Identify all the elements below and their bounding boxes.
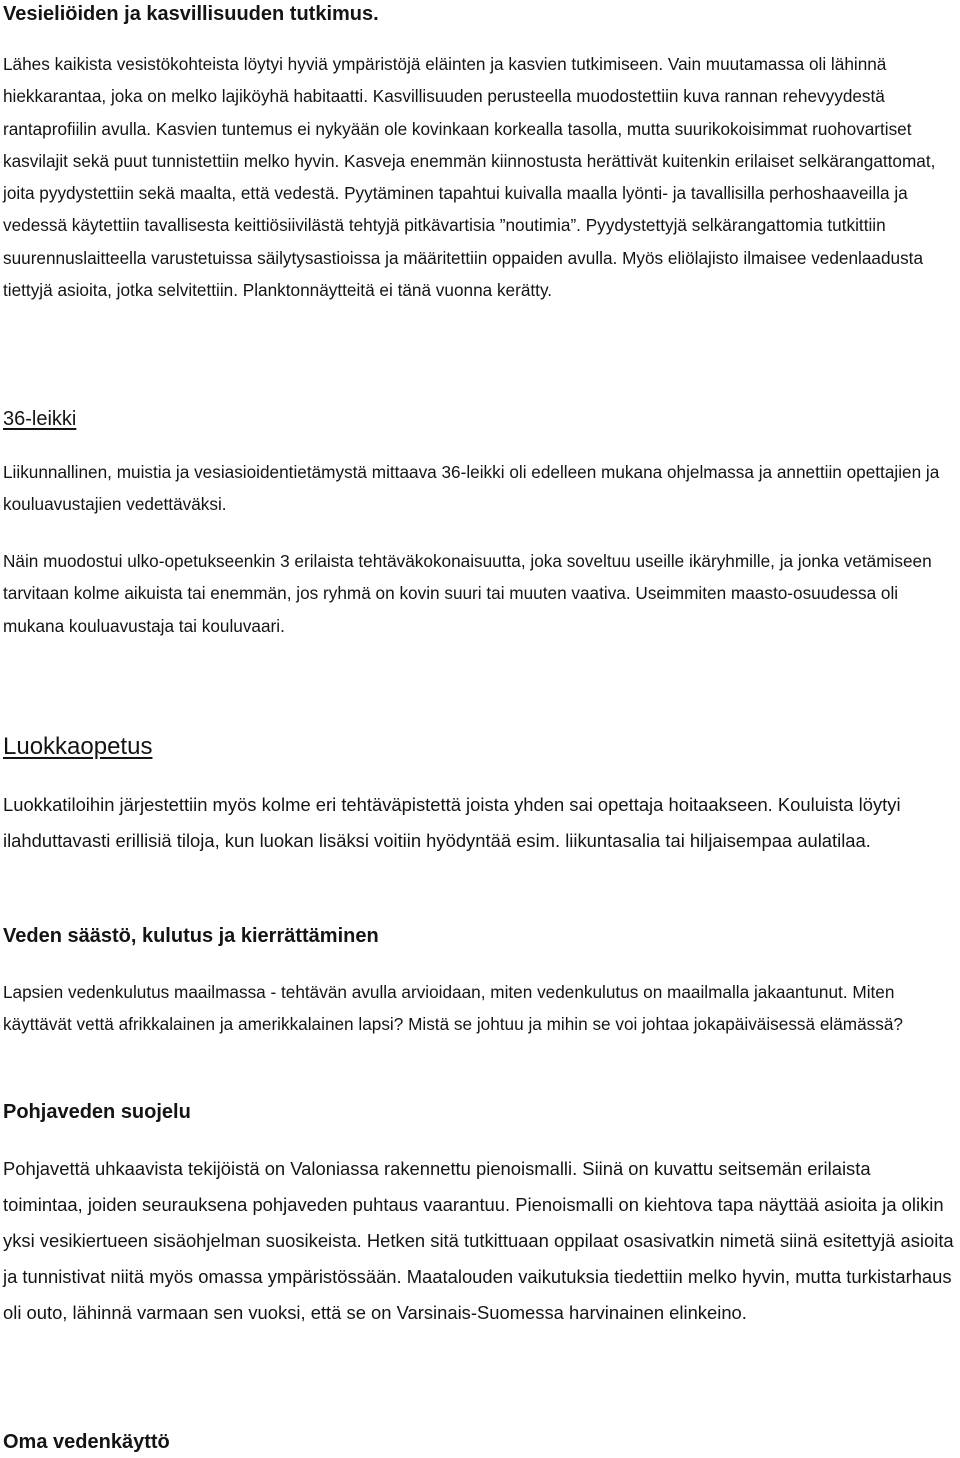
paragraph-36-leikki: Liikunnallinen, muistia ja vesiasioidentietämystä mittaava 36-leikki oli edelleen mukana ohjelmassa ja annettiin opettajien ja kouluavustajien vedettäväksi. <box>3 462 940 515</box>
heading-pohjaveden-suojelu: Pohjaveden suojelu <box>3 1101 191 1123</box>
paragraph-summary: Näin muodostui ulko-opetukseenkin 3 erilaista tehtäväkokonaisuutta, joka soveltuu useille ikäryhmille, ja jonka vetämiseen tarvitaan kolme aikuista tai enemmän, jos ryhmä on kovin suuri tai muuten vaativa. Useimmiten maasto-osuudessa oli mukana kouluavustaja tai kouluvaari. <box>3 551 932 636</box>
paragraph-vesieliot: Lähes kaikista vesistökohteista löytyi hyviä ympäristöjä eläinten ja kasvien tutkimiseen. Vain muutamassa oli lähinnä hiekkarantaa, joka on melko lajiköyhä habitaatti. Kasvillisuuden perusteella muodostettiin kuva rannan rehevyydestä rantaprofiilin avulla. Kasvien tuntemus ei nykyään ole kovinkaan korkealla tasolla, mutta suurikokoisimmat ruohovartiset kasvilajit sekä puut tunnistettiin melko hyvin. Kasveja enemmän kiinnostusta herättivät kuitenkin erilaiset selkärangattomat, joita pyydystettiin sekä maalta, että vedestä. Pyytäminen tapahtui kuivalla maalla lyönti- ja tavallisilla perhoshaaveilla ja vedessä käytettiin tavallisesta keittiösiivilästä tehtyjä pitkävartisia ”noutimia”. Pyydystettyjä selkärangattomia tutkittiin suurennuslaitteella varustetuissa säilytysastioissa ja määritettiin oppaiden avulla. Myös eliölajisto ilmaisee vedenlaadusta tiettyjä asioita, jotka selvitettiin. Planktonnäytteitä ei tänä vuonna kerätty. <box>3 54 936 301</box>
heading-oma-vedenkaytto: Oma vedenkäyttö <box>3 1431 170 1453</box>
heading-veden-saasto: Veden säästö, kulutus ja kierrättäminen <box>3 925 379 947</box>
heading-luokkaopetus: Luokkaopetus <box>3 733 153 760</box>
heading-vesieliot: Vesieliöiden ja kasvillisuuden tutkimus. <box>3 3 379 25</box>
paragraph-veden-saasto: Lapsien vedenkulutus maailmassa - tehtävän avulla arvioidaan, miten vedenkulutus on maailmalla jakaantunut. Miten käyttävät vettä afrikkalainen ja amerikkalainen lapsi? Mistä se johtuu ja mihin se voi johtaa jokapäiväisessä elämässä? <box>3 982 903 1035</box>
paragraph-luokkaopetus: Luokkatiloihin järjestettiin myös kolme eri tehtäväpistettä joista yhden sai opettaja hoitaakseen. Kouluista löytyi ilahduttavasti erillisiä tiloja, kun luokan lisäksi voitiin hyödyntää esim. liikuntasalia tai hiljaisempaa aulatilaa. <box>3 794 901 851</box>
heading-36-leikki: 36-leikki <box>3 408 77 430</box>
paragraph-pohjaveden-suojelu: Pohjavettä uhkaavista tekijöistä on Valoniassa rakennettu pienoismalli. Siinä on kuvattu seitsemän erilaista toimintaa, joiden seurauksena pohjaveden puhtaus vaarantuu. Pienoismalli on kiehtova tapa näyttää asioita ja olikin yksi vesikiertueen sisäohjelman suosikeista. Hetken sitä tutkittuaan oppilaat osasivatkin nimetä siinä esitettyjä asioita ja tunnistivat niitä myös omassa ympäristössään. Maatalouden vaikutuksia tiedettiin melko hyvin, mutta turkistarhaus oli outo, lähinnä varmaan sen vuoksi, että se on Varsinais-Suomessa harvinainen elinkeino. <box>3 1158 954 1323</box>
